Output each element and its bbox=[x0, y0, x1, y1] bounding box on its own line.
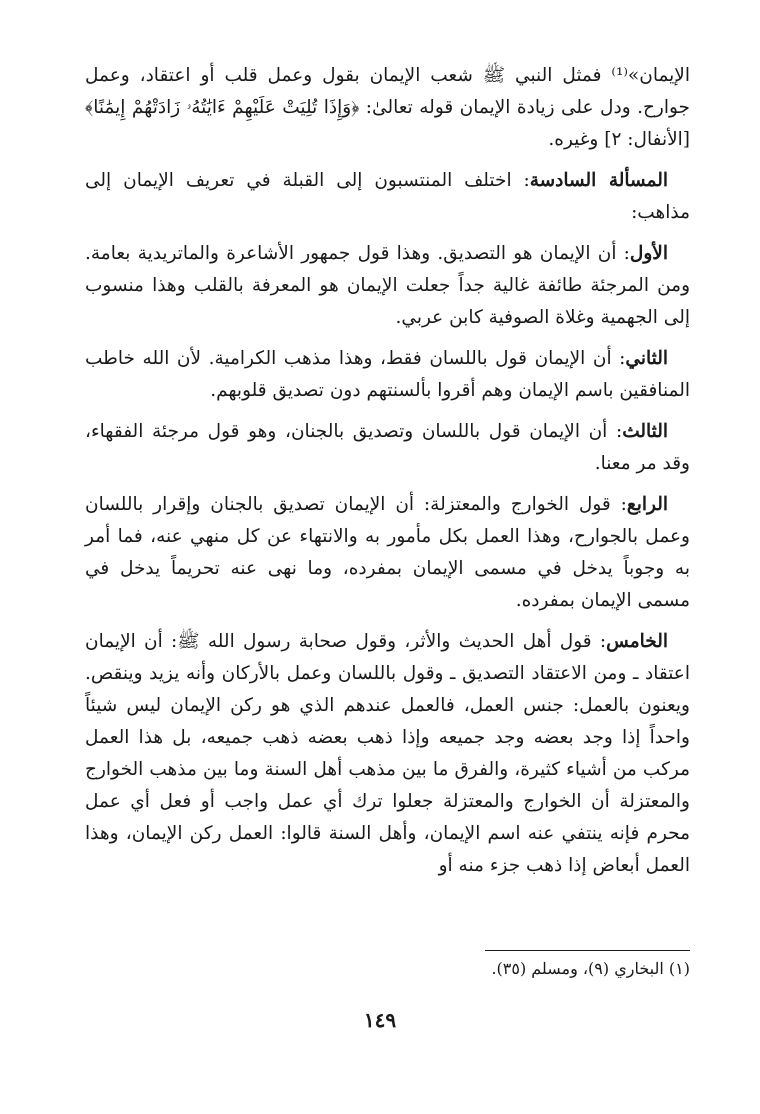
paragraph-text: : أن الإيمان قول باللسان وتصديق بالجنان، وهو قول مرجئة الفقهاء، وقد مر معنا. bbox=[85, 421, 690, 474]
paragraph-heading: الرابع bbox=[626, 494, 668, 515]
paragraph-third-view bbox=[85, 416, 690, 480]
paragraph-text: الإيمان»⁽¹⁾ فمثل النبي ﷺ شعب الإيمان بقول وعمل قلب أو اعتقاد، وعمل جوارح. ودل على زيادة الإيمان قوله تعالىٰ: ﴿وَإِذَا تُلِيَتْ عَلَيْهِمْ ءَايَٰتُهُۥ زَادَتْهُمْ إِيمَٰنًا﴾ [الأنفال: ٢] وغيره. bbox=[85, 65, 690, 150]
paragraph-text: : قول أهل الحديث والأثر، وقول صحابة رسول الله ﷺ: أن الإيمان اعتقاد ـ ومن الاعتقاد التصديق ـ وقول باللسان وعمل بالأركان وأنه يزيد وينقص. ويعنون بالعمل: جنس العمل، فالعمل عندهم الذي هو ركن الإيمان ليس شيئاً واحداً إذا وجد بعضه وجد جميعه وإذا ذهب بعضه ذهب جميعه، بل هذا العمل مركب من أشياء كثيرة، والفرق ما بين مذهب أهل السنة وما بين مذهب الخوارج والمعتزلة أن الخوارج والمعتزلة جعلوا ترك أي عمل واجب أو فعل أي عمل محرم فإنه ينتفي عنه اسم الإيمان، وأهل السنة قالوا: العمل ركن الإيمان، وهذا العمل أبعاض إذا ذهب جزء منه أو bbox=[85, 631, 690, 876]
paragraph-heading: الأول bbox=[629, 243, 668, 264]
paragraph-text: : اختلف المنتسبون إلى القبلة في تعريف الإيمان إلى مذاهب: bbox=[85, 170, 690, 223]
page-number: ١٤٩ bbox=[363, 1008, 397, 1032]
paragraph-text: : قول الخوارج والمعتزلة: أن الإيمان تصديق بالجنان وإقرار باللسان وعمل بالجوارح، وهذا العمل بكل مأمور به والانتهاء عن كل منهي عنه، فما أمر به وجوباً يدخل في مسمى الإيمان بمفرده، وما نهى عنه تحريماً يدخل في مسمى الإيمان بمفرده. bbox=[85, 494, 690, 611]
paragraph-second-view bbox=[85, 343, 690, 407]
paragraph-heading: الخامس bbox=[606, 631, 668, 652]
paragraph-first-view bbox=[85, 238, 690, 334]
main-text bbox=[85, 60, 690, 891]
paragraph-fifth-view bbox=[85, 626, 690, 882]
paragraph-sixth-issue bbox=[85, 165, 690, 229]
paragraph-heading: الثاني bbox=[625, 348, 668, 369]
paragraph-fourth-view bbox=[85, 489, 690, 617]
footnote: (١) البخاري (٩)، ومسلم (٣٥). bbox=[491, 959, 690, 978]
paragraph-text: : أن الإيمان قول باللسان فقط، وهذا مذهب الكرامية. لأن الله خاطب المنافقين باسم الإيمان وهم أقروا بألسنتهم دون تصديق قلوبهم. bbox=[85, 348, 690, 401]
paragraph-heading: الثالث bbox=[622, 421, 668, 442]
paragraph-text: : أن الإيمان هو التصديق. وهذا قول جمهور الأشاعرة والماتريدية بعامة. ومن المرجئة طائفة غالية جداً جعلت الإيمان هو المعرفة بالقلب وهذا منسوب إلى الجهمية وغلاة الصوفية كابن عربي. bbox=[85, 243, 690, 328]
paragraph-heading: المسألة السادسة bbox=[529, 170, 668, 191]
footnote-divider bbox=[485, 950, 690, 951]
paragraph-faith-definition bbox=[85, 60, 690, 156]
